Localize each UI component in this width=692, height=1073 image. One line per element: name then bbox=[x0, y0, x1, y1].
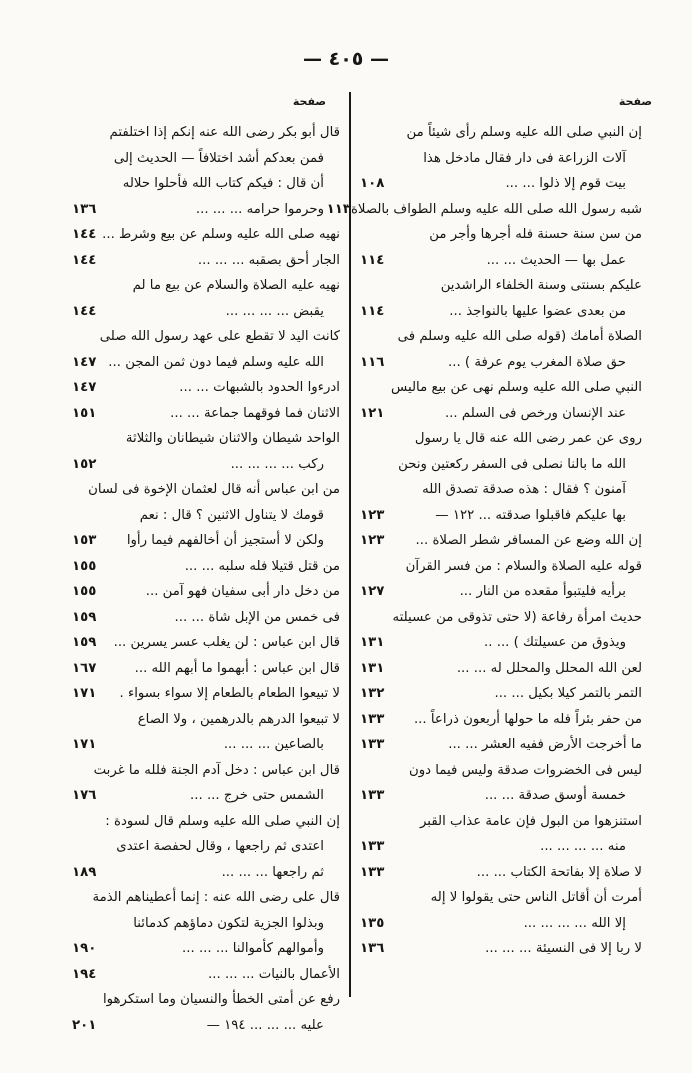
index-entry bbox=[70, 401, 340, 427]
left-column-index bbox=[70, 120, 340, 1038]
entry-page-number: ١٧٦ bbox=[72, 788, 97, 803]
entry-line bbox=[358, 885, 642, 911]
entry-line bbox=[358, 579, 642, 605]
index-entry bbox=[70, 885, 340, 962]
entry-text: قومك لا يتناول الاثنين ؟ قال : نعم bbox=[139, 507, 324, 523]
entry-text: قال ابن عباس : أبهموا ما أبهم الله ... bbox=[134, 660, 340, 676]
entry-text: من ابن عباس أنه قال لعثمان الإخوة فى لسان bbox=[88, 482, 340, 497]
entry-page-number: ١٤٧ bbox=[72, 380, 97, 395]
entry-text: الجار أحق بصقبه ... ... ... bbox=[197, 252, 340, 268]
entry-text: كانت اليد لا تقطع على عهد رسول الله صلى bbox=[99, 329, 340, 344]
entry-line bbox=[358, 758, 642, 784]
entry-line bbox=[70, 324, 340, 350]
index-entry bbox=[358, 528, 642, 554]
index-entry bbox=[358, 860, 642, 886]
entry-text: ولكن لا أستجيز أن أخالفهم فيما رأوا bbox=[126, 533, 324, 548]
entry-text: نهيه عليه الصلاة والسلام عن بيع ما لم bbox=[132, 278, 340, 293]
entry-text: عمل بها — الحديث ... ... bbox=[486, 252, 626, 268]
index-entry bbox=[358, 656, 642, 682]
entry-text: لا صلاة إلا بفاتحة الكتاب ... ... bbox=[476, 864, 642, 880]
entry-line bbox=[358, 477, 642, 503]
entry-text: قال ابن عباس : دخل آدم الجنة فلله ما غربت bbox=[93, 762, 340, 778]
index-entry bbox=[70, 707, 340, 758]
entry-line bbox=[70, 146, 340, 172]
index-entry bbox=[70, 477, 340, 554]
entry-text: بالصاعين ... ... ... bbox=[223, 737, 324, 752]
entry-line bbox=[70, 197, 340, 223]
entry-text: رفع عن أمتى الخطأ والنسيان وما استكرهوا bbox=[102, 992, 340, 1007]
entry-page-number: ١٢٧ bbox=[360, 584, 385, 599]
entry-text: لعن الله المحلل والمحلل له ... ... bbox=[456, 660, 642, 676]
entry-text: من دخل دار أبى سفيان فهو آمن ... bbox=[145, 584, 340, 599]
entry-line bbox=[70, 248, 340, 274]
entry-page-number: ١٣٣ bbox=[360, 737, 385, 752]
entry-line bbox=[358, 324, 642, 350]
entry-text: حديث امرأة رفاعة (لا حتى تذوقى من عسيلته bbox=[392, 609, 642, 625]
page-number: — ٤٠٥ — bbox=[302, 48, 390, 70]
entry-page-number: ١٢١ bbox=[360, 405, 385, 421]
index-entry bbox=[70, 630, 340, 656]
entry-text: الله ما بالنا نصلى فى السفر ركعتين ونحن bbox=[398, 456, 626, 472]
entry-line bbox=[358, 605, 642, 631]
entry-text: ركب ... ... ... ... bbox=[230, 456, 324, 472]
entry-line bbox=[70, 452, 340, 478]
entry-text: اعتدى ثم راجعها ، وقال لحفصة اعتدى bbox=[116, 839, 324, 854]
column-divider bbox=[349, 92, 351, 997]
entry-line bbox=[70, 936, 340, 962]
index-entry bbox=[70, 222, 340, 248]
entry-page-number: ١٥٣ bbox=[72, 533, 97, 548]
entry-page-number: ١٢٣ bbox=[360, 533, 385, 548]
entry-page-number: ٢٠١ bbox=[72, 1017, 97, 1033]
entry-line bbox=[358, 375, 642, 401]
entry-line bbox=[358, 707, 642, 733]
index-entry bbox=[70, 324, 340, 375]
index-entry bbox=[358, 681, 642, 707]
entry-line bbox=[70, 911, 340, 937]
entry-line bbox=[70, 783, 340, 809]
entry-page-number: ١٤٤ bbox=[72, 227, 97, 242]
entry-line bbox=[358, 350, 642, 376]
index-entry bbox=[358, 120, 642, 197]
entry-text: أمرت أن أقاتل الناس حتى يقولوا لا إله bbox=[430, 890, 642, 905]
entry-text: ويذوق من عسيلتك ) ... .. bbox=[484, 635, 626, 650]
entry-page-number: ١٣٣ bbox=[360, 788, 385, 803]
entry-text: التمر بالتمر كيلا بكيل ... ... bbox=[494, 686, 642, 701]
entry-line bbox=[358, 554, 642, 580]
entry-text: إن النبي صلى الله عليه وسلم قال لسودة : bbox=[105, 813, 340, 829]
index-entry bbox=[70, 554, 340, 580]
entry-text: من حفر بئراً فله ما حولها أربعون ذراعاً ... bbox=[413, 711, 642, 727]
entry-text: أن قال : فيكم كتاب الله فأحلوا حلاله bbox=[122, 176, 324, 191]
entry-page-number: ١٣٦ bbox=[72, 201, 97, 217]
entry-text: قال ابن عباس : لن يغلب عسر يسرين ... bbox=[113, 635, 340, 650]
entry-line bbox=[70, 987, 340, 1013]
entry-text: الله عليه وسلم فيما دون ثمن المجن ... bbox=[108, 354, 324, 370]
index-entry bbox=[70, 579, 340, 605]
entry-page-number: ١٣١ bbox=[360, 660, 385, 676]
entry-line bbox=[358, 809, 642, 835]
index-entry bbox=[358, 375, 642, 426]
entry-page-number: ١٥٥ bbox=[72, 584, 97, 599]
entry-page-number: ١٥١ bbox=[72, 405, 97, 421]
entry-page-number: ١٨٩ bbox=[72, 864, 97, 880]
entry-line bbox=[358, 273, 642, 299]
entry-line bbox=[70, 350, 340, 376]
index-entry bbox=[358, 707, 642, 733]
entry-line bbox=[70, 681, 340, 707]
index-entry bbox=[326, 197, 642, 223]
entry-text: قال أبو بكر رضى الله عنه إنكم إذا اختلفتم bbox=[109, 125, 340, 140]
entry-line bbox=[358, 452, 642, 478]
entry-text: استنزهوا من البول فإن عامة عذاب القبر bbox=[419, 813, 642, 829]
index-entry bbox=[70, 426, 340, 477]
entry-line bbox=[70, 401, 340, 427]
entry-text: منه ... ... ... ... bbox=[540, 839, 626, 854]
entry-text: الصلاة أمامك (قوله صلى الله عليه وسلم فى bbox=[397, 329, 642, 344]
entry-line bbox=[70, 554, 340, 580]
entry-page-number: ١٥٩ bbox=[72, 609, 97, 625]
entry-line bbox=[70, 809, 340, 835]
entry-text: عند الإنسان ورخص فى السلم ... bbox=[444, 405, 626, 421]
entry-page-number: ١٣١ bbox=[360, 635, 385, 650]
index-entry bbox=[358, 426, 642, 528]
index-entry bbox=[358, 605, 642, 656]
entry-text: آمنون ؟ فقال : هذه صدقة تصدق الله bbox=[422, 482, 626, 497]
entry-text: روى عن عمر رضى الله عنه قال يا رسول bbox=[414, 431, 642, 446]
entry-text: النبي صلى الله عليه وسلم نهى عن بيع ماليس bbox=[391, 380, 642, 395]
entry-text: عليه ... ... ... ١٩٤ — bbox=[206, 1017, 324, 1033]
entry-text: الأعمال بالنيات ... ... ... bbox=[208, 966, 340, 982]
entry-page-number: ١٣٦ bbox=[360, 941, 385, 956]
entry-line bbox=[70, 630, 340, 656]
entry-line bbox=[70, 707, 340, 733]
entry-page-number: ١٣٢ bbox=[360, 686, 385, 701]
entry-page-number: ١٣٣ bbox=[360, 864, 385, 880]
entry-line bbox=[358, 681, 642, 707]
entry-text: ادرءوا الحدود بالشبهات ... ... bbox=[179, 380, 340, 395]
entry-page-number: ١١٤ bbox=[360, 252, 385, 268]
entry-page-number: ١١٤ bbox=[360, 303, 385, 319]
entry-line bbox=[358, 732, 642, 758]
entry-page-number: ١٤٧ bbox=[72, 354, 97, 370]
entry-line bbox=[358, 426, 642, 452]
entry-line bbox=[358, 222, 642, 248]
entry-line bbox=[358, 299, 642, 325]
entry-line bbox=[358, 936, 642, 962]
entry-page-number: ١٣٣ bbox=[360, 839, 385, 854]
index-entry bbox=[70, 375, 340, 401]
entry-text: حق صلاة المغرب يوم عرفة ) ... bbox=[448, 354, 626, 370]
entry-page-number: ١٩٤ bbox=[72, 966, 97, 982]
entry-text: قال على رضى الله عنه : إنما أعطيناهم الذمة bbox=[92, 890, 340, 905]
entry-page-number: ١٣٣ bbox=[360, 711, 385, 727]
entry-text: بيت قوم إلا ذلوا ... ... bbox=[505, 176, 626, 191]
entry-line bbox=[70, 758, 340, 784]
entry-line bbox=[70, 605, 340, 631]
entry-text: وبذلوا الجزية لتكون دماؤهم كدمائنا bbox=[133, 915, 324, 931]
entry-text: لا تبيعوا الدرهم بالدرهمين ، ولا الصاع bbox=[137, 711, 340, 727]
entry-text: عليكم بسنتى وسنة الخلفاء الراشدين bbox=[440, 278, 642, 293]
entry-page-number: ١٠٨ bbox=[360, 176, 385, 191]
entry-text: وحرموا حرامه ... ... ... bbox=[195, 201, 324, 217]
entry-line bbox=[358, 146, 642, 172]
entry-page-number: ١١٣ bbox=[326, 201, 351, 217]
index-entry bbox=[358, 273, 642, 324]
entry-text: لا ربا إلا فى النسيئة ... ... ... bbox=[485, 941, 642, 956]
index-entry bbox=[70, 120, 340, 222]
index-entry bbox=[70, 987, 340, 1038]
entry-page-number: ١٥٥ bbox=[72, 558, 97, 574]
entry-text: من قتل قتيلا فله سلبه ... ... bbox=[184, 558, 340, 574]
entry-line bbox=[358, 834, 642, 860]
entry-page-number: ١٥٢ bbox=[72, 456, 97, 472]
entry-line bbox=[70, 834, 340, 860]
entry-text: الواحد شيطان والاثنان شيطانان والثلاثة bbox=[125, 431, 340, 446]
entry-text: إن النبي صلى الله عليه وسلم رأى شيئاً من bbox=[406, 125, 642, 140]
right-column-index bbox=[326, 120, 642, 962]
index-entry bbox=[70, 248, 340, 274]
entry-page-number: ١٧١ bbox=[72, 737, 97, 752]
entry-line bbox=[70, 732, 340, 758]
entry-text: خمسة أوسق صدقة ... ... bbox=[484, 788, 626, 803]
entry-page-number: ١٥٩ bbox=[72, 635, 97, 650]
entry-line bbox=[358, 248, 642, 274]
entry-line bbox=[70, 222, 340, 248]
entry-text: نهيه صلى الله عليه وسلم عن بيع وشرط ... bbox=[102, 227, 340, 242]
entry-text: وأموالهم كأموالنا ... ... ... bbox=[182, 941, 324, 956]
entry-line bbox=[358, 630, 642, 656]
entry-line bbox=[70, 656, 340, 682]
entry-text: شبه رسول الله صلى الله عليه وسلم الطواف بالصلاة bbox=[350, 201, 642, 217]
entry-line bbox=[358, 860, 642, 886]
entry-page-number: ١١٦ bbox=[360, 354, 385, 370]
entry-page-number: ١٢٣ bbox=[360, 507, 385, 523]
entry-line bbox=[70, 299, 340, 325]
entry-page-number: ١٦٧ bbox=[72, 660, 97, 676]
entry-text: بها عليكم فاقبلوا صدقته ... ١٢٢ — bbox=[435, 507, 626, 523]
entry-line bbox=[70, 962, 340, 988]
entry-text: ما أخرجت الأرض ففيه العشر ... ... bbox=[448, 737, 642, 752]
entry-page-number: ١٣٥ bbox=[360, 915, 385, 931]
index-entry bbox=[358, 809, 642, 860]
index-entry bbox=[70, 605, 340, 631]
entry-line bbox=[70, 860, 340, 886]
entry-text: الاثنان فما فوقهما جماعة ... ... bbox=[170, 405, 340, 421]
index-entry bbox=[358, 324, 642, 375]
entry-line bbox=[70, 273, 340, 299]
entry-text: آلات الزراعة فى دار فقال مادخل هذا bbox=[423, 150, 626, 166]
column-header-left: صفحة bbox=[292, 95, 326, 108]
column-header-right: صفحة bbox=[618, 95, 652, 108]
entry-page-number: ١٤٤ bbox=[72, 303, 97, 319]
entry-line bbox=[70, 528, 340, 554]
entry-line bbox=[70, 120, 340, 146]
index-entry bbox=[70, 273, 340, 324]
index-entry bbox=[70, 758, 340, 809]
entry-line bbox=[70, 426, 340, 452]
entry-line bbox=[358, 503, 642, 529]
entry-text: لا تبيعوا الطعام بالطعام إلا سواء بسواء . bbox=[119, 686, 340, 701]
entry-text: فمن بعدكم أشد اختلافاً — الحديث إلى bbox=[113, 150, 324, 166]
entry-line bbox=[70, 1013, 340, 1039]
entry-page-number: ١٤٤ bbox=[72, 252, 97, 268]
entry-text: يقبض ... ... ... ... bbox=[225, 303, 324, 319]
index-entry bbox=[70, 962, 340, 988]
entry-text: إن الله وضع عن المسافر شطر الصلاة ... bbox=[415, 533, 642, 548]
entry-text: الشمس حتى خرج ... ... bbox=[190, 788, 324, 803]
entry-line bbox=[358, 528, 642, 554]
index-entry bbox=[358, 732, 642, 758]
entry-text: ليس فى الخضروات صدقة وليس فيما دون bbox=[408, 762, 642, 778]
entry-line bbox=[358, 783, 642, 809]
index-entry bbox=[358, 758, 642, 809]
entry-page-number: ١٧١ bbox=[72, 686, 97, 701]
entry-line bbox=[358, 911, 642, 937]
entry-text: قوله عليه الصلاة والسلام : من فسر القرآن bbox=[405, 558, 642, 574]
entry-line bbox=[358, 171, 642, 197]
entry-line bbox=[70, 171, 340, 197]
index-entry bbox=[358, 554, 642, 605]
index-entry bbox=[70, 681, 340, 707]
index-entry bbox=[70, 656, 340, 682]
index-entry bbox=[358, 936, 642, 962]
entry-line bbox=[358, 401, 642, 427]
entry-line bbox=[70, 477, 340, 503]
index-entry bbox=[70, 809, 340, 886]
entry-line bbox=[70, 375, 340, 401]
entry-line bbox=[70, 503, 340, 529]
entry-text: برأيه فليتبوأ مقعده من النار ... bbox=[459, 584, 626, 599]
entry-line bbox=[358, 656, 642, 682]
entry-line bbox=[70, 579, 340, 605]
entry-page-number: ١٩٠ bbox=[72, 941, 97, 956]
entry-text: من سن سنة حسنة فله أجرها وأجر من bbox=[429, 227, 642, 242]
index-entry bbox=[358, 222, 642, 273]
entry-text: إلا الله ... ... ... ... bbox=[523, 915, 626, 931]
entry-text: ثم راجعها ... ... ... bbox=[221, 864, 324, 880]
entry-text: من بعدى عضوا عليها بالنواجذ ... bbox=[449, 303, 626, 319]
entry-line bbox=[326, 197, 642, 223]
entry-line bbox=[358, 120, 642, 146]
entry-line bbox=[70, 885, 340, 911]
entry-text: فى خمس من الإبل شاة ... ... bbox=[174, 609, 340, 625]
index-entry bbox=[358, 885, 642, 936]
